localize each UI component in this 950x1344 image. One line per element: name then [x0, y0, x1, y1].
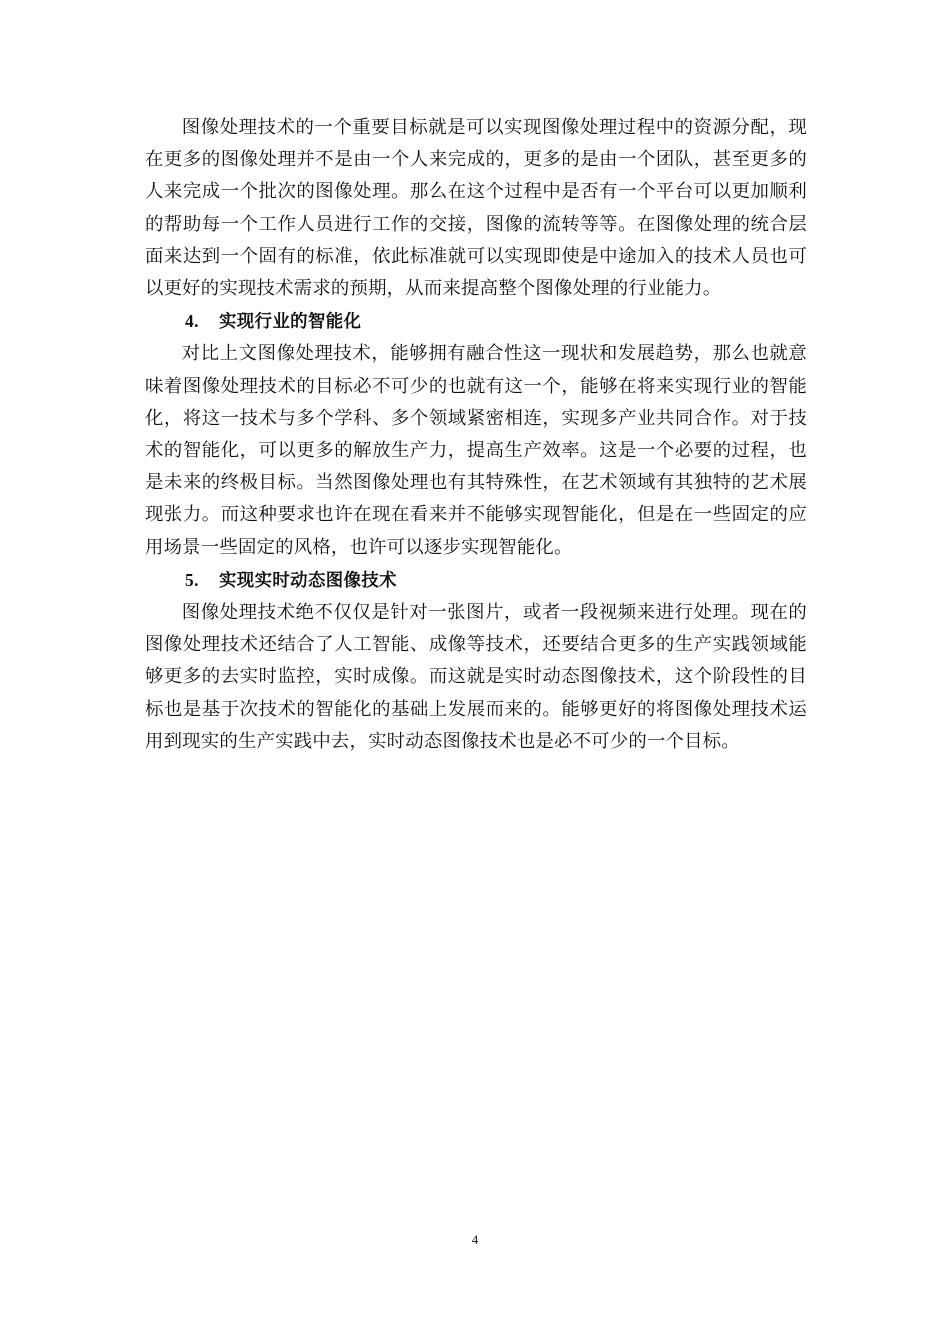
page-number: 4 [471, 1232, 479, 1247]
section-title: 实现行业的智能化 [219, 312, 362, 333]
paragraph-realtime-imaging: 图像处理技术绝不仅仅是针对一张图片，或者一段视频来进行处理。现在的图像处理技术还结合了人工智能、成像等技术，还要结合更多的生产实践领域能够更多的去实时监控，实时成像。而这就是实时动态图像技术，这个阶段性的目标也是基于次技术的智能化的基础上发展而来的。能够更好的将图像处理技术运用到现实的生产实践中去，实时动态图像技术也是必不可少的一个目标。 [145, 602, 807, 752]
section-number: 5. [185, 569, 199, 590]
paragraph-resource-allocation: 图像处理技术的一个重要目标就是可以实现图像处理过程中的资源分配，现在更多的图像处理并不是由一个人来完成的，更多的是由一个团队，甚至更多的人来完成一个批次的图像处理。那么在这个过程中是否有一个平台可以更加顺利的帮助每一个工作人员进行工作的交接，图像的流转等等。在图像处理的统合层面来达到一个固有的标准，依此标准就可以实现即使是中途加入的技术人员也可以更好的实现技术需求的预期，从而来提高整个图像处理的行业能力。 [145, 117, 807, 300]
document-page [145, 112, 807, 758]
paragraph-intelligence: 对比上文图像处理技术，能够拥有融合性这一现状和发展趋势，那么也就意味着图像处理技术的目标必不可少的也就有这一个，能够在将来实现行业的智能化，将这一技术与多个学科、多个领域紧密相连，实现多产业共同合作。对于技术的智能化，可以更多的解放生产力，提高生产效率。这是一个必要的过程，也是未来的终极目标。当然图像处理也有其特殊性，在艺术领域有其独特的艺术展现张力。而这种要求也许在现在看来并不能够实现智能化，但是在一些固定的应用场景一些固定的风格，也许可以逐步实现智能化。 [145, 343, 807, 558]
section-heading-4 [145, 305, 807, 338]
section-heading-5 [145, 564, 807, 597]
section-number: 4. [185, 311, 199, 332]
section-title: 实现实时动态图像技术 [219, 570, 397, 591]
